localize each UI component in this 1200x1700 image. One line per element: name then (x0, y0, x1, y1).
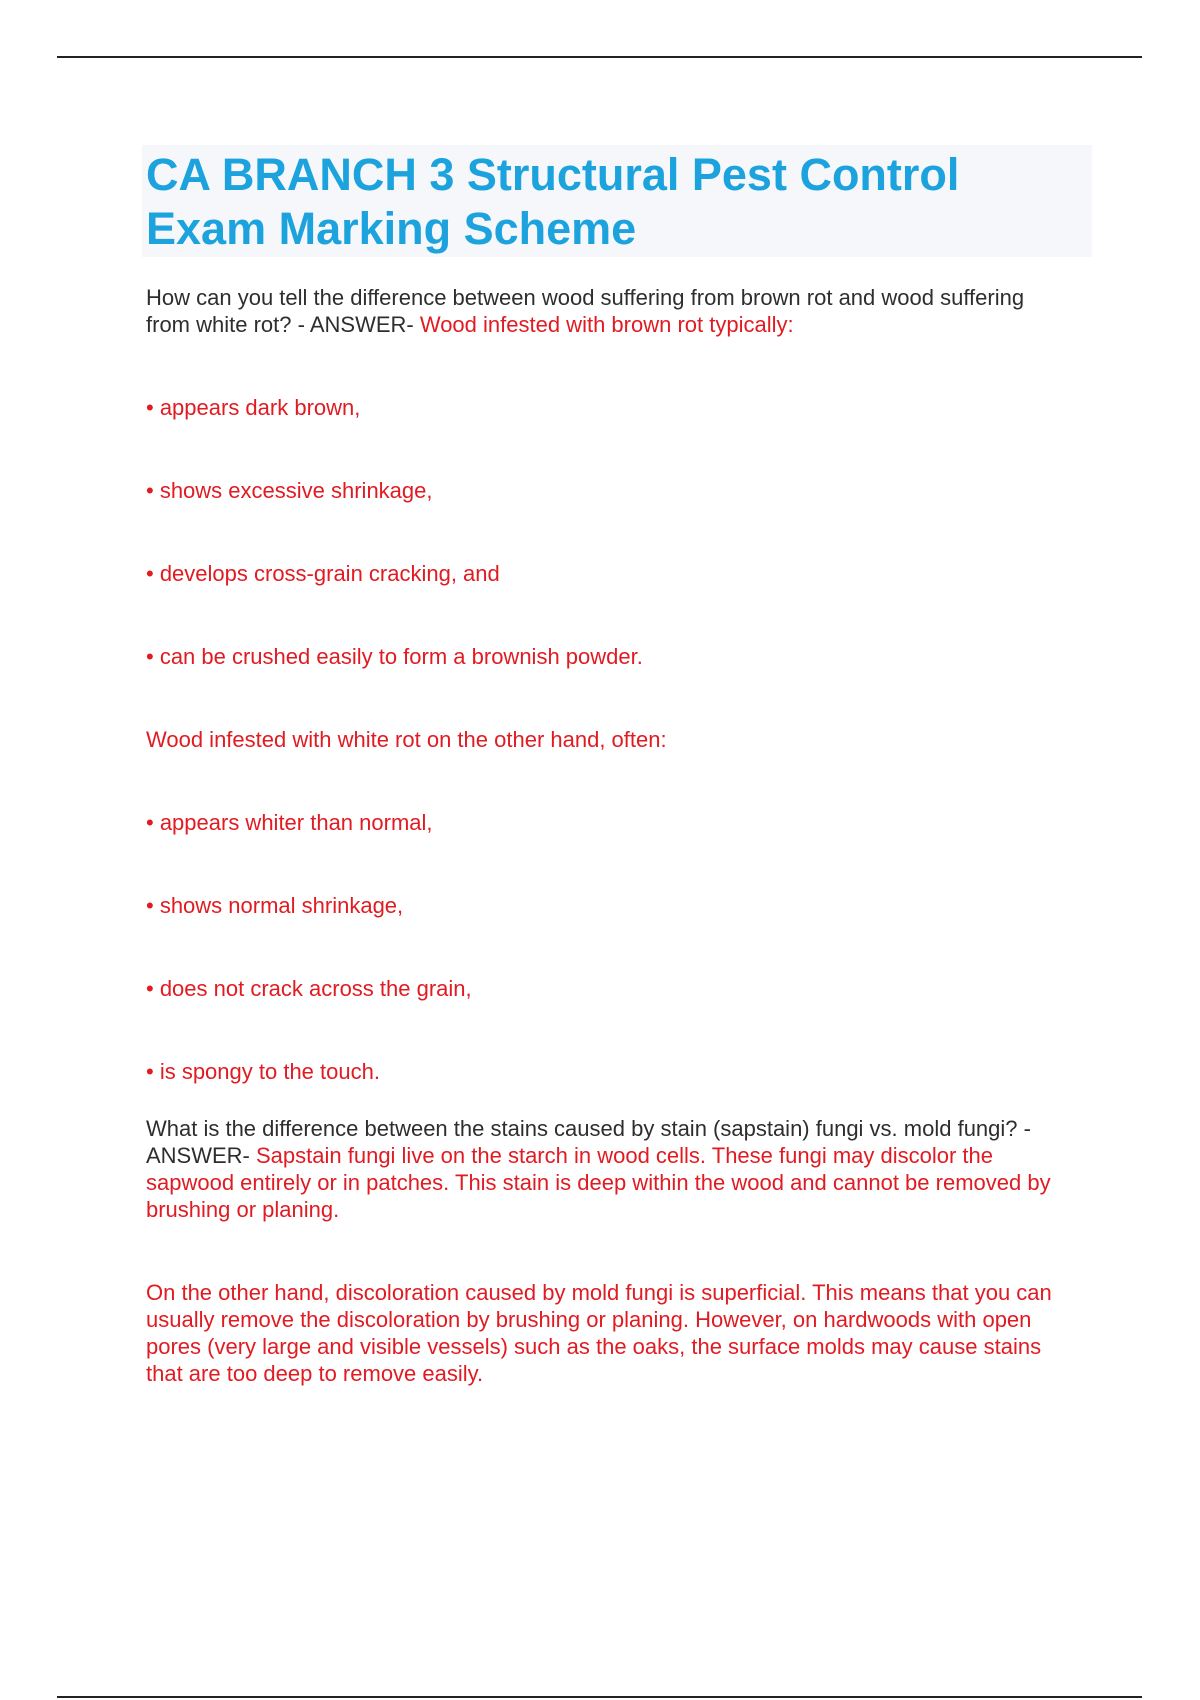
brown-rot-bullet: • can be crushed easily to form a brownish powder. (146, 644, 643, 669)
top-rule (57, 56, 1142, 58)
brown-rot-bullet: • appears dark brown, (146, 395, 361, 420)
document-title: CA BRANCH 3 Structural Pest Control Exam Marking Scheme (146, 149, 960, 254)
question-1-text: How can you tell the difference between wood suffering from brown rot and wood suffering from white rot? - ANSWER- (146, 285, 1025, 337)
answer-2-paragraph-2: On the other hand, discoloration caused by mold fungi is superficial. This means that you can usually remove the discoloration by brushing or planing. However, on hardwoods with open pores (very large and visible vessels) such as the oaks, the surface molds may cause stains that are too deep to remove easily. (146, 1280, 1052, 1386)
white-rot-bullet: • shows normal shrinkage, (146, 893, 404, 918)
white-rot-bullet: • is spongy to the touch. (146, 1059, 380, 1084)
white-rot-bullet: • does not crack across the grain, (146, 976, 472, 1001)
white-rot-bullet: • appears whiter than normal, (146, 810, 433, 835)
question-1 (146, 284, 1066, 338)
bottom-rule (57, 1696, 1142, 1698)
question-2-text: What is the difference between the stains caused by stain (sapstain) fungi vs. mold fungi? - ANSWER- (146, 1116, 1031, 1168)
answer-2-paragraph-1: Sapstain fungi live on the starch in wood cells. These fungi may discolor the sapwood entirely or in patches. This stain is deep within the wood and cannot be removed by brushing or planing. (146, 1143, 1051, 1222)
white-rot-intro: Wood infested with white rot on the other hand, often: (146, 727, 667, 752)
brown-rot-bullet: • develops cross-grain cracking, and (146, 561, 500, 586)
question-2 (146, 1115, 1066, 1223)
brown-rot-bullet: • shows excessive shrinkage, (146, 478, 433, 503)
document-body (146, 284, 1066, 1387)
answer-1-intro: Wood infested with brown rot typically: (413, 312, 794, 337)
